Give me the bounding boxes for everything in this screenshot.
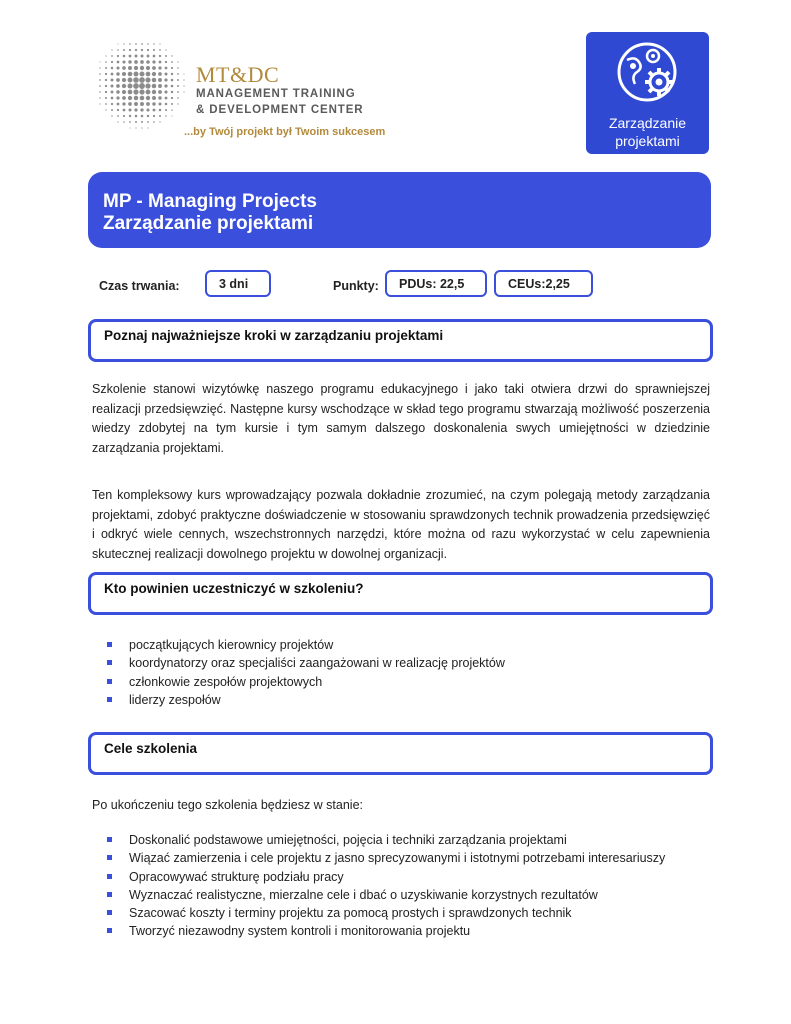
duration-value: 3 dni: [205, 270, 271, 297]
badge-label-line-1: Zarządzanie: [608, 115, 687, 131]
section-heading-goals: Cele szkolenia: [88, 732, 713, 775]
intro-paragraph-2: Ten kompleksowy kurs wprowadzający pozwala dokładnie zrozumieć, na czym polegają metody zarządzania projektami, zdobyć praktyczne doświadczenie w stosowaniu sprawdzonych technik prowadzenia przedsięwzięć i odkryć wiele cennych, wszechstronnych narzędzi, które można od razu wykorzystać w celu zapewnienia skutecznej realizacji dowolnego projektu w dowolnej organizacji.: [92, 488, 710, 561]
goals-list-item: Wyznaczać realistyczne, mierzalne cele i dbać o uzyskiwanie korzystnych rezultatów: [104, 886, 665, 904]
goals-list-item: Tworzyć niezawodny system kontroli i monitorowania projektu: [104, 922, 665, 940]
badge-label-line-2: projektami: [615, 133, 680, 149]
audience-list-item: członkowie zespołów projektowych: [104, 673, 505, 691]
goals-list-item: Wiązać zamierzenia i cele projektu z jasno sprecyzowanymi i istotnymi potrzebami interesariuszy: [104, 849, 665, 867]
section-heading-audience: Kto powinien uczestniczyć w szkoleniu?: [88, 572, 713, 615]
brand-line-1: MANAGEMENT TRAINING: [196, 88, 356, 100]
pdus-value: PDUs: 22,5: [385, 270, 487, 297]
section-heading-intro: Poznaj najważniejsze kroki w zarządzaniu projektami: [88, 319, 713, 362]
goals-list-item: Opracowywać strukturę podziału pracy: [104, 868, 665, 886]
course-title-pl: Zarządzanie projektami: [103, 213, 314, 234]
gears-globe-icon: [613, 38, 681, 106]
points-label: Punkty:: [333, 279, 379, 293]
brand-line-2: & DEVELOPMENT CENTER: [196, 104, 364, 116]
goals-intro: Po ukończeniu tego szkolenia będziesz w stanie:: [92, 798, 363, 812]
goals-list-item: Doskonalić podstawowe umiejętności, pojęcia i techniki zarządzania projektami: [104, 831, 665, 849]
goals-list: [104, 831, 665, 941]
goals-list-item: Szacować koszty i terminy projektu za pomocą prostych i sprawdzonych technik: [104, 904, 665, 922]
category-badge: [586, 32, 709, 154]
audience-list-item: koordynatorzy oraz specjaliści zaangażowani w realizację projektów: [104, 654, 505, 672]
intro-paragraph-1: Szkolenie stanowi wizytówkę naszego programu edukacyjnego i jako taki otwiera drzwi do sprawniejszej realizacji przedsięwzięć. Następne kursy wschodzące w skład tego programu stwarzają możliwość poszerzenia wiedzy zdobytej na tym kursie i tym samym dalszego doskonalenia swych umiejętności w dziedzinie zarządzania projektami.: [92, 382, 710, 455]
course-title-en: MP - Managing Projects: [103, 191, 317, 212]
brand-name: MT&DC: [196, 62, 280, 87]
course-title-banner: [88, 172, 711, 248]
audience-list-item: liderzy zespołów: [104, 691, 505, 709]
tagline: ...by Twój projekt był Twoim sukcesem: [184, 126, 386, 138]
company-logo: [92, 36, 392, 141]
dotted-globe-icon: [92, 36, 188, 132]
audience-list: [104, 636, 505, 709]
duration-label: Czas trwania:: [99, 279, 180, 293]
badge-label: [586, 114, 709, 150]
ceus-value: CEUs:2,25: [494, 270, 593, 297]
audience-list-item: początkujących kierownicy projektów: [104, 636, 505, 654]
